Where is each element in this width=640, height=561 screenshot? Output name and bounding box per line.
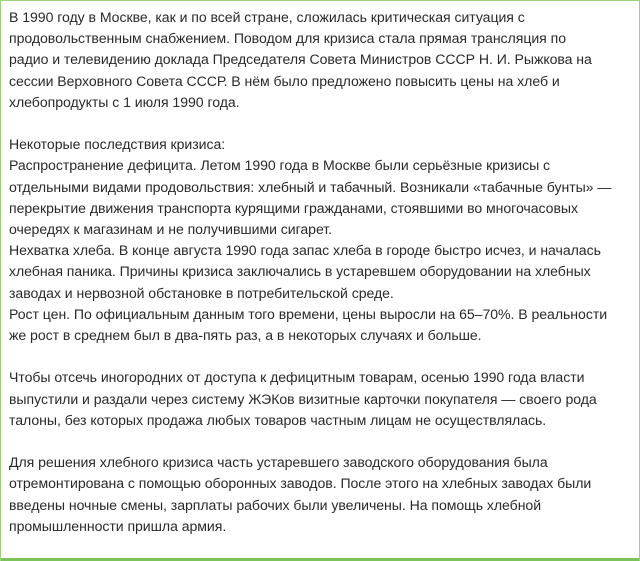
text-line: выпустили и раздали через систему ЖЭКов визитные карточки покупателя — своего рода bbox=[9, 390, 597, 407]
text-line: введены ночные смены, зарплаты рабочих были увеличены. На помощь хлебной bbox=[9, 496, 542, 513]
text-line: отдельными видами продовольствия: хлебный и табачный. Возникали «табачные бунты» — bbox=[9, 178, 612, 195]
text-line: перекрытие движения транспорта курящими гражданами, стоявшими во многочасовых bbox=[9, 199, 578, 216]
paragraph-price-crisis bbox=[9, 7, 634, 113]
text-line: сессии Верховного Совета СССР. В нём было предложено повысить цены на хлеб и bbox=[9, 72, 560, 89]
text-line: же рост в среднем был в два-пять раз, а в некоторых случаях и больше. bbox=[9, 327, 482, 344]
paragraph-spacer bbox=[9, 346, 634, 367]
paragraph-buyer-cards bbox=[9, 367, 634, 431]
paragraph-spacer bbox=[9, 431, 634, 452]
article-body bbox=[9, 7, 634, 537]
text-line: продовольственным снабжением. Поводом для кризиса стала прямая трансляция по bbox=[9, 30, 566, 47]
text-line: хлебная паника. Причины кризиса заключались в устаревшем оборудовании на хлебных bbox=[9, 263, 591, 280]
text-line: заводах и нервозной обстановке в потребительской среде. bbox=[9, 284, 394, 301]
paragraph-bread-solution bbox=[9, 452, 634, 537]
text-line: радио и телевидению доклада Председателя Совета Министров СССР Н. И. Рыжкова на bbox=[9, 51, 592, 68]
text-line: Нехватка хлеба. В конце августа 1990 года запас хлеба в городе быстро исчез, и началась bbox=[9, 242, 601, 259]
text-line: талоны, без которых продажа любых товаров частным лицам не осуществлялась. bbox=[9, 411, 547, 428]
text-line: Некоторые последствия кризиса: bbox=[9, 136, 226, 153]
text-line: отремонтирована с помощью оборонных заводов. После этого на хлебных заводах были bbox=[9, 475, 592, 492]
paragraph-spacer bbox=[9, 113, 634, 134]
text-line: Рост цен. По официальным данным того времени, цены выросли на 65–70%. В реальности bbox=[9, 305, 608, 322]
text-line: В 1990 году в Москве, как и по всей стране, сложилась критическая ситуация с bbox=[9, 9, 525, 25]
text-line: Для решения хлебного кризиса часть устаревшего заводского оборудования была bbox=[9, 454, 548, 471]
text-line: хлебопродукты с 1 июля 1990 года. bbox=[9, 93, 240, 110]
text-line: промышленности пришла армия. bbox=[9, 517, 227, 534]
text-line: Чтобы отсечь иногородних от доступа к дефицитным товарам, осенью 1990 года власти bbox=[9, 369, 585, 386]
text-line: Распространение дефицита. Летом 1990 года в Москве были серьёзные кризисы с bbox=[9, 157, 551, 174]
text-line: очередях к магазинам и не получившими сигарет. bbox=[9, 221, 332, 238]
paragraph-consequences bbox=[9, 134, 634, 346]
